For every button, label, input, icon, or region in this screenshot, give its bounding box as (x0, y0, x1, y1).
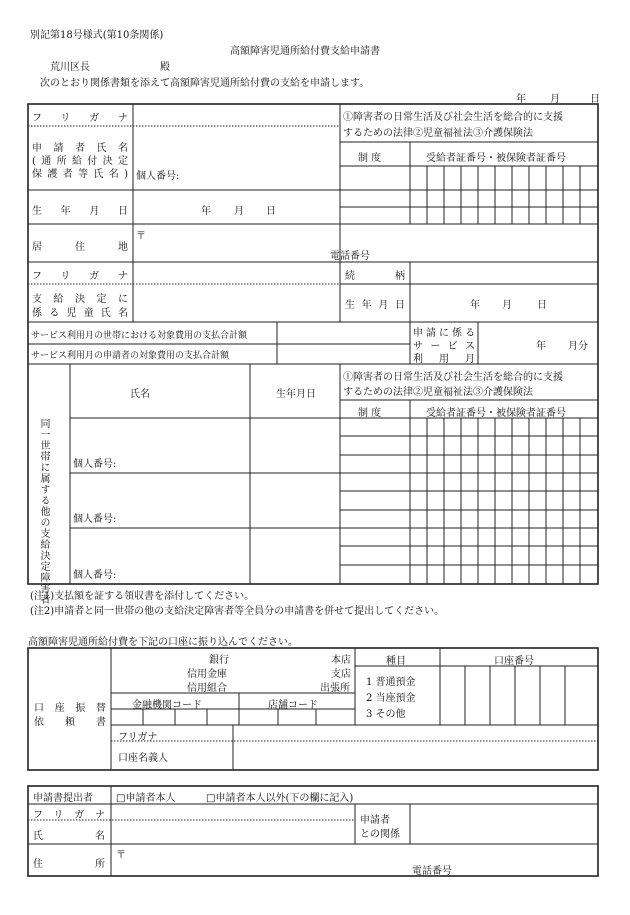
applicant-total-label: サービス利用月の申請者の対象費用の支払合計額 (31, 351, 230, 361)
branch-type-shiten: 支店 (331, 669, 351, 680)
submitter-furigana-label: フリガナ (33, 810, 105, 821)
intro-text: 次のとおり関係書類を添えて高額障害児通所給付費の支給を申請します。 (40, 78, 370, 89)
honorific: 殿 (160, 62, 170, 73)
law-note-1b: ①障害者の日常生活及び社会生活を総合的に支援 (343, 372, 563, 383)
cert-no-header-b: 受給者証番号・被保険者証番号 (426, 408, 566, 419)
household-personal-no-2: 個人番号: (73, 514, 117, 525)
service-month-year: 年 (536, 341, 546, 352)
note-1: (注1)支払額を証する領収書を添付してください。 (30, 591, 255, 602)
applicant-birth-day: 日 (266, 206, 276, 217)
date-month-label: 月 (550, 94, 560, 105)
date-day-label: 日 (590, 94, 600, 105)
submitter-option-other[interactable]: □申請者本人以外(下の欄に記入) (206, 793, 354, 804)
account-kind-3: 3 その他 (366, 709, 406, 720)
service-month-label-3: 利用月 (413, 354, 475, 365)
applicant-personal-no-label: 個人番号: (136, 171, 180, 182)
household-personal-no-3: 個人番号: (73, 570, 117, 581)
submitter-relation-label-2: との関係 (360, 829, 400, 840)
system-header: 制 度 (358, 153, 382, 164)
submitter-postal-mark: 〒 (116, 850, 126, 861)
account-no-header: 口座番号 (494, 656, 534, 667)
applicant-birth-month: 月 (234, 206, 244, 217)
bank-label-1: 口座振替 (34, 703, 106, 714)
child-birth-month: 月 (502, 300, 512, 311)
child-name-label-2: 係る児童氏名 (32, 308, 128, 319)
law-note-1: ①障害者の日常生活及び社会生活を総合的に支援 (343, 112, 563, 123)
bank-type-shinkin: 信用金庫 (187, 669, 227, 680)
service-month-month: 月分 (568, 341, 588, 352)
child-birth-year: 年 (470, 300, 480, 311)
bank-type-kumiai: 信用組合 (187, 683, 227, 694)
applicant-furigana-label: フリガナ (32, 113, 128, 124)
law-note-2: するための法律②児童福祉法③介護保険法 (343, 128, 533, 139)
branch-type-shucchojo: 出張所 (320, 683, 350, 694)
child-furigana-label: フリガナ (32, 271, 128, 282)
form-title: 高額障害児通所給付費支給申請書 (230, 46, 380, 57)
branch-type-honten: 本店 (331, 655, 351, 666)
submitter-label: 申請書提出者 (33, 793, 93, 804)
holder-furigana-label: フリガナ (118, 732, 158, 743)
service-month-label-2: サービス (413, 341, 475, 352)
account-kind-1: 1 普通預金 (366, 677, 416, 688)
submitter-phone-label: 電話番号 (412, 866, 452, 877)
applicant-name-label-3: 保護者等氏名) (32, 169, 128, 180)
system-header-b: 制 度 (358, 408, 382, 419)
institution-code-label: 金融機関コード (132, 700, 202, 711)
holder-name-label: 口座名義人 (118, 753, 168, 764)
applicant-name-label-2: (通所給付決定 (32, 156, 128, 167)
submitter-name-label: 氏名 (33, 831, 105, 842)
child-birth-day: 日 (537, 300, 547, 311)
applicant-name-label-1: 申請者氏名 (32, 143, 128, 154)
account-kind-header: 種目 (386, 656, 406, 667)
submitter-address-label: 住所 (33, 859, 105, 870)
address-postal-mark: 〒 (136, 231, 146, 242)
form-number: 別記第18号様式(第10条関係) (30, 30, 164, 41)
date-year-label: 年 (516, 94, 526, 105)
submitter-option-self[interactable]: □申請者本人 (116, 793, 176, 804)
applicant-birth-year: 年 (201, 206, 211, 217)
note-2: (注2)申請者と同一世帯の他の支給決定障害者等全員分の申請書を併せて提出してください。 (30, 606, 445, 617)
address-phone-label: 電話番号 (330, 251, 370, 262)
child-name-label-1: 支給決定に (32, 294, 128, 305)
submitter-relation-label-1: 申請者 (360, 815, 390, 826)
cert-no-header: 受給者証番号・被保険者証番号 (426, 153, 566, 164)
applicant-birth-label: 生年月日 (32, 206, 128, 217)
household-personal-no-1: 個人番号: (73, 459, 117, 470)
child-birth-label: 生年月日 (345, 300, 405, 311)
service-month-label-1: 申請に係る (413, 328, 475, 339)
household-side-label: 同一世帯に属する他の支給決定障害者 (38, 418, 49, 605)
branch-code-label: 店舗コード (268, 700, 318, 711)
bank-label-2: 依頼書 (34, 717, 106, 728)
bank-type-bank: 銀行 (209, 655, 229, 666)
law-note-2b: するための法律②児童福祉法③介護保険法 (343, 387, 533, 398)
household-total-label: サービス利用月の世帯における対象費用の支払合計額 (31, 331, 248, 341)
child-relation-label: 続柄 (345, 271, 405, 282)
household-name-header: 氏名 (130, 389, 150, 400)
address-label: 居住地 (32, 242, 128, 253)
account-kind-2: 2 当座預金 (366, 693, 416, 704)
bank-intro: 高額障害児通所給付費を下記の口座に振り込んでください。 (28, 637, 298, 648)
addressee: 荒川区長 (50, 62, 90, 73)
household-birth-header: 生年月日 (276, 389, 316, 400)
